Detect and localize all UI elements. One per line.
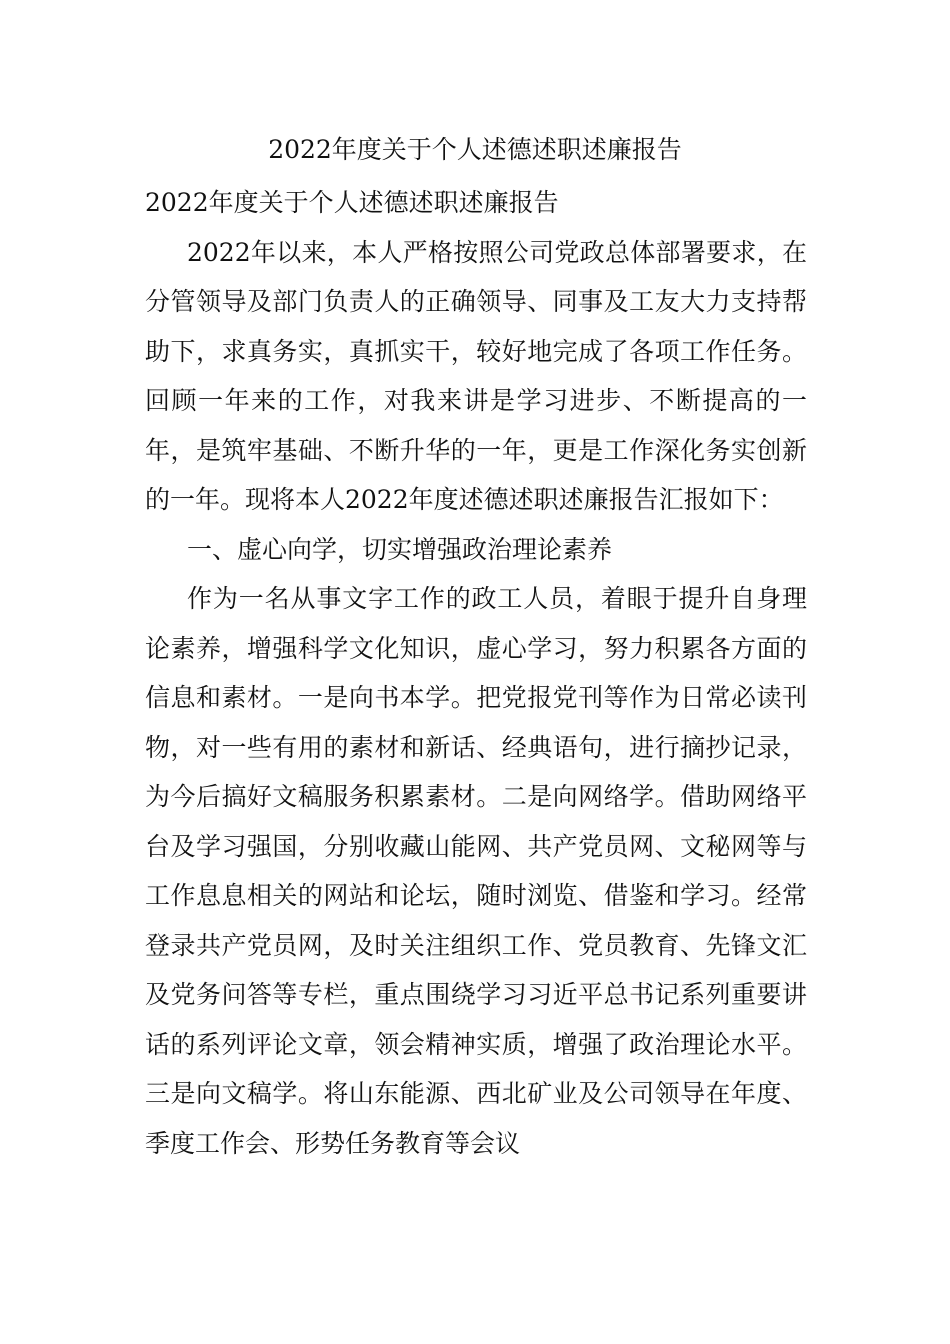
section-paragraph: 作为一名从事文字工作的政工人员，着眼于提升自身理论素养，增强科学文化知识，虚心学习，努力积累各方面的信息和素材。一是向书本学。把党报党刊等作为日常必读刊物，对一些有用的素材和新话、经典语句，进行摘抄记录，为今后搞好文稿服务积累素材。二是向网络学。借助网络平台及学习强国，分别收藏山能网、共产党员网、文秘网等与工作息息相关的网站和论坛，随时浏览、借鉴和学习。经常登录共产党员网，及时关注组织工作、党员教育、先锋文汇及党务问答等专栏，重点围绕学习习近平总书记系列重要讲话的系列评论文章，领会精神实质，增强了政治理论水平。三是向文稿学。将山东能源、西北矿业及公司领导在年度、季度工作会、形势任务教育等会议	[145, 584, 807, 1158]
document-title: 2022年度关于个人述德述职述廉报告	[268, 135, 682, 164]
section-heading: 一、虚心向学，切实增强政治理论素养	[187, 534, 613, 564]
document-subtitle: 2022年度关于个人述德述职述廉报告	[145, 188, 559, 217]
intro-paragraph: 2022年以来，本人严格按照公司党政总体部署要求，在分管领导及部门负责人的正确领导、同事及工友大力支持帮助下，求真务实，真抓实干，较好地完成了各项工作任务。回顾一年来的工作，对我来讲是学习进步、不断提高的一年，是筑牢基础、不断升华的一年，更是工作深化务实创新的一年。现将本人2022年度述德述职述廉报告汇报如下：	[145, 237, 807, 514]
document-body	[145, 178, 807, 1168]
